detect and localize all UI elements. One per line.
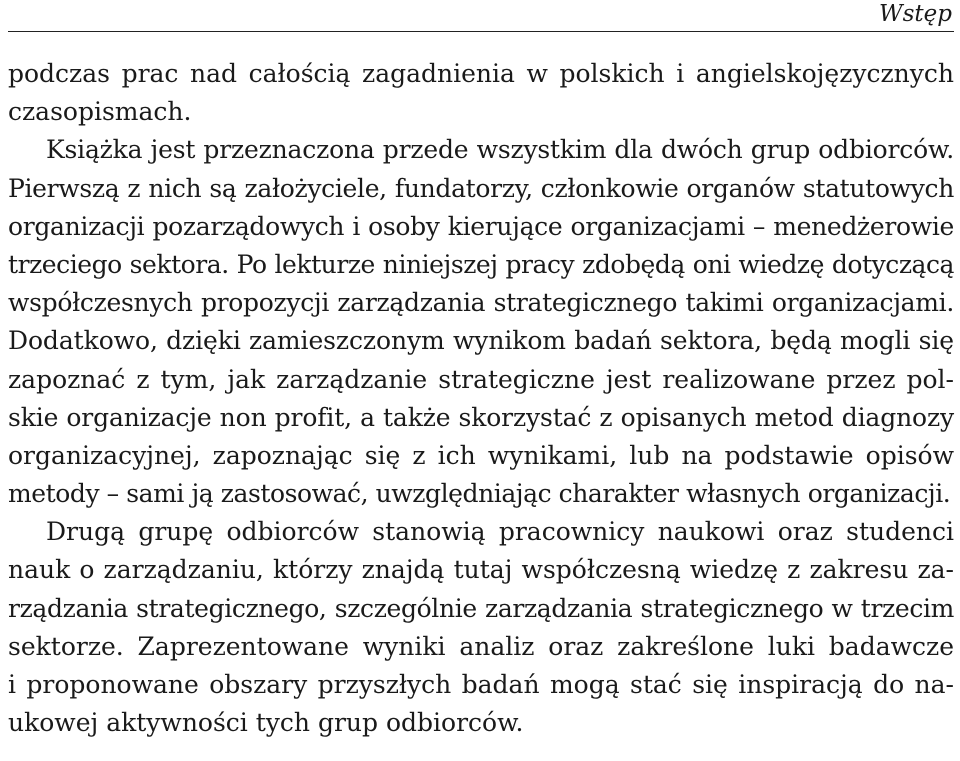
text-line: i proponowane obszary przyszłych badań mogą stać się inspiracją do na- (8, 670, 954, 699)
body-text (8, 55, 954, 742)
text-line: Pierwszą z nich są założyciele, fundatorzy, członkowie organów statutowych (8, 173, 954, 203)
text-line: współczesnych propozycji zarządzania strategicznego takimi organizacjami. (8, 288, 954, 318)
text-line: trzeciego sektora. Po lekturze niniejszej pracy zdobędą oni wiedzę dotyczącą (8, 249, 954, 279)
text-line: sektorze. Zaprezentowane wyniki analiz oraz zakreślone luki badawcze (8, 631, 954, 661)
text-line: Dodatkowo, dzięki zamieszczonym wynikom badań sektora, będą mogli się (8, 326, 954, 356)
text-line: nauk o zarządzaniu, którzy znajdą tutaj współczesną wiedzę z zakresu za- (8, 555, 954, 585)
text-line: metody – sami ją zastosować, uwzględniając charakter własnych organizacji. (8, 479, 951, 509)
text-line: czasopismach. (8, 97, 192, 127)
text-line: organizacji pozarządowych i osoby kierujące organizacjami – menedżerowie (8, 211, 954, 241)
text-line: zapoznać z tym, jak zarządzanie strategiczne jest realizowane przez pol- (8, 364, 954, 394)
text-line: Drugą grupę odbiorców stanowią pracownicy naukowi oraz studenci (46, 517, 954, 547)
running-header-title: Wstęp (878, 1, 952, 27)
text-line: Książka jest przeznaczona przede wszystkim dla dwóch grup odbiorców. (46, 135, 954, 165)
text-line: rządzania strategicznego, szczególnie zarządzania strategicznego w trzecim (8, 593, 954, 623)
text-line: ukowej aktywności tych grup odbiorców. (8, 708, 524, 738)
text-line: skie organizacje non profit, a także skorzystać z opisanych metod diagnozy (8, 402, 954, 432)
text-line: organizacyjnej, zapoznając się z ich wynikami, lub na podstawie opisów (8, 440, 954, 470)
text-line: podczas prac nad całością zagadnienia w polskich i angielskojęzycznych (8, 59, 954, 88)
running-header (8, 0, 954, 32)
